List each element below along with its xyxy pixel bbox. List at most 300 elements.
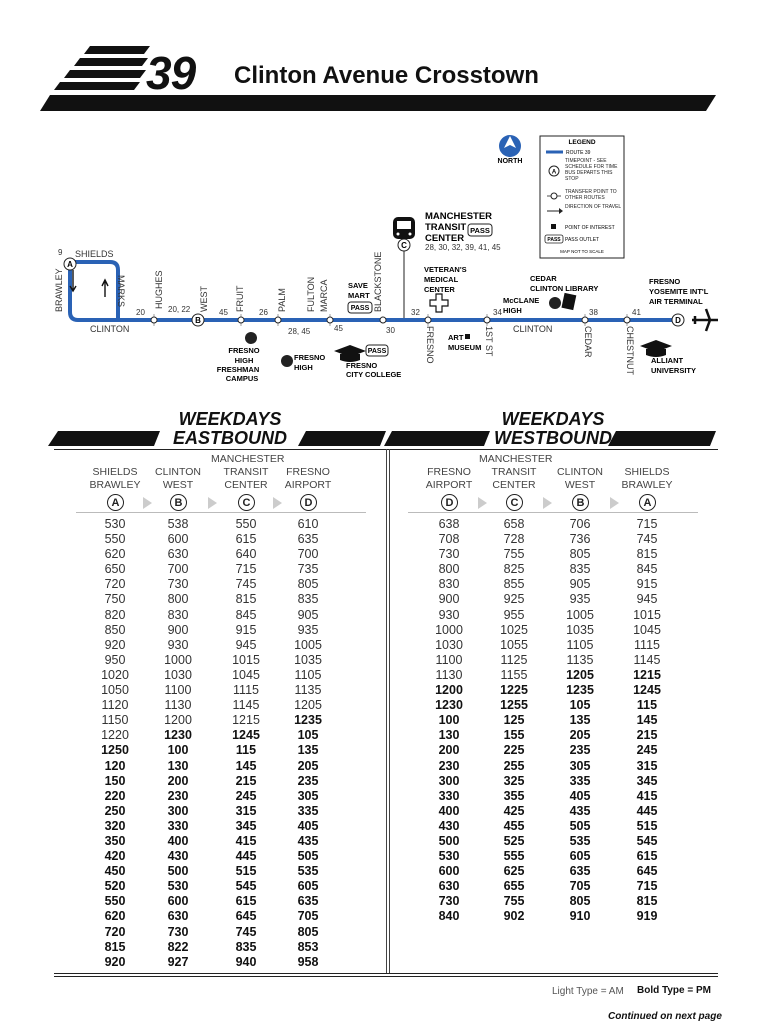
time-cell: 550 (104, 894, 126, 909)
time-cell: 300 (167, 803, 189, 818)
direction-arrow-icon (543, 497, 552, 509)
time-cell: 708 (438, 532, 460, 547)
time-cell: 955 (503, 607, 525, 622)
time-cell: 1100 (435, 652, 463, 667)
vmc-3: CENTER (424, 285, 455, 294)
timepoint-b-badge: B (170, 494, 187, 511)
time-cell: 658 (503, 517, 525, 531)
route-number: 39 (146, 47, 196, 99)
time-cell: 130 (167, 758, 189, 773)
street-fruit: FRUIT (235, 285, 245, 312)
time-cell: 905 (569, 577, 591, 592)
airplane-icon (692, 309, 718, 331)
time-cell: 355 (503, 788, 525, 803)
time-cell: 638 (438, 517, 460, 531)
time-cell: 105 (297, 728, 319, 743)
time-cell: 640 (235, 547, 257, 562)
time-cell: 1125 (500, 652, 528, 667)
bus-icon (393, 217, 415, 239)
art-2: MUSEUM (448, 343, 482, 352)
time-cell: 450 (104, 864, 126, 879)
legend-title: LEGEND (568, 139, 596, 146)
school-apple-icon (245, 332, 257, 344)
time-cell: 220 (104, 788, 126, 803)
timepoint-d-badge: D (441, 494, 458, 511)
street-chestnut: CHESTNUT (625, 326, 635, 375)
direction-arrow-icon (478, 497, 487, 509)
route-32: 32 (411, 308, 420, 317)
time-cell: 730 (167, 924, 189, 939)
route-26: 26 (259, 308, 268, 317)
time-cell: 200 (167, 773, 189, 788)
time-cell: 800 (167, 592, 189, 607)
time-cell: 1145 (232, 698, 260, 713)
time-cell: 400 (438, 803, 460, 818)
fcc-1: FRESNO (346, 361, 378, 370)
svg-text:A: A (67, 260, 73, 269)
time-cell: 1245 (633, 683, 661, 698)
airport-2: YOSEMITE INT'L (649, 287, 709, 296)
time-cell: 745 (636, 532, 658, 547)
eastbound-column-header: FRESNO AIRPORT (284, 466, 332, 491)
time-cell: 115 (235, 743, 257, 758)
street-fresno: FRESNO (425, 326, 435, 364)
time-cell: 405 (297, 818, 319, 833)
direction-arrow-icon (102, 280, 108, 297)
time-cell: 305 (297, 788, 319, 803)
cedar-lib-2: CLINTON LIBRARY (530, 284, 599, 293)
airport-1: FRESNO (649, 277, 681, 286)
direction-arrow-icon (143, 497, 152, 509)
time-cell: 125 (503, 713, 525, 728)
time-cell: 958 (297, 954, 319, 969)
time-cell: 805 (569, 894, 591, 909)
eastbound-time-column (85, 517, 145, 970)
time-cell: 655 (503, 879, 525, 894)
time-cell: 420 (104, 849, 126, 864)
street-west: WEST (199, 286, 209, 312)
eastbound-time-column (216, 517, 276, 970)
street-hughes: HUGHES (154, 270, 164, 309)
time-cell: 915 (235, 622, 257, 637)
direction-arrow-icon (208, 497, 217, 509)
time-cell: 1115 (233, 683, 259, 698)
time-cell: 435 (569, 803, 591, 818)
time-cell: 425 (503, 803, 525, 818)
route-30: 30 (386, 326, 395, 335)
time-cell: 720 (104, 924, 126, 939)
time-cell: 620 (104, 909, 126, 924)
time-cell: 1215 (633, 667, 661, 682)
time-cell: 135 (569, 713, 591, 728)
legend-timepoint-letter: A (551, 169, 557, 176)
time-cell: 100 (167, 743, 189, 758)
time-cell: 605 (569, 849, 591, 864)
time-cell: 840 (438, 909, 460, 924)
time-cell: 400 (167, 833, 189, 848)
time-cell: 255 (503, 758, 525, 773)
time-cell: 919 (636, 909, 658, 924)
time-cell: 345 (636, 773, 658, 788)
route-name: Clinton Avenue Crosstown (234, 62, 539, 89)
legend-light-type: Light Type = AM (552, 986, 624, 997)
time-cell: 935 (297, 622, 319, 637)
time-cell: 805 (569, 547, 591, 562)
time-cell: 815 (104, 939, 126, 954)
time-cell: 305 (569, 758, 591, 773)
mcclane-1: McCLANE (503, 296, 540, 305)
time-cell: 205 (569, 728, 591, 743)
street-cedar: CEDAR (583, 326, 593, 358)
time-cell: 130 (438, 728, 460, 743)
time-cell: 505 (297, 849, 319, 864)
time-cell: 515 (636, 818, 658, 833)
time-cell: 900 (167, 622, 189, 637)
street-fulton: FULTON (306, 276, 316, 312)
street-1st: 1ST ST (484, 326, 494, 357)
time-cell: 945 (235, 637, 257, 652)
time-cell: 845 (636, 562, 658, 577)
manchester-routes: 28, 30, 32, 39, 41, 45 (425, 243, 501, 252)
time-cell: 935 (569, 592, 591, 607)
table-bottom-rule (54, 976, 718, 977)
time-cell: 435 (297, 833, 319, 848)
time-cell: 1105 (294, 667, 322, 682)
manchester-2: TRANSIT (425, 222, 467, 233)
time-cell: 500 (167, 864, 189, 879)
time-cell: 615 (235, 894, 257, 909)
time-cell: 822 (167, 939, 189, 954)
route-20-22: 20, 22 (168, 305, 191, 314)
time-cell: 630 (438, 879, 460, 894)
time-cell: 920 (104, 637, 126, 652)
time-cell: 815 (636, 547, 658, 562)
time-cell: 855 (503, 577, 525, 592)
time-cell: 645 (636, 864, 658, 879)
time-cell: 600 (167, 894, 189, 909)
timepoint-c-badge: C (506, 494, 523, 511)
time-cell: 635 (297, 894, 319, 909)
time-cell: 800 (438, 562, 460, 577)
westbound-column-header: SHIELDS BRAWLEY (621, 466, 673, 491)
time-cell: 1020 (101, 667, 129, 682)
time-cell: 645 (235, 909, 257, 924)
time-cell: 555 (503, 849, 525, 864)
direction-arrow-icon (273, 497, 282, 509)
westbound-title: WEEKDAYS WESTBOUND (494, 409, 612, 448)
time-cell: 445 (235, 849, 257, 864)
time-cell: 728 (503, 532, 525, 547)
eastbound-column-header: MANCHESTER TRANSIT CENTER (211, 453, 285, 491)
time-cell: 1205 (566, 667, 594, 682)
time-cell: 630 (167, 909, 189, 924)
legend-note: MAP NOT TO SCALE (560, 249, 604, 254)
header-rule (76, 512, 366, 513)
time-cell: 505 (569, 818, 591, 833)
header (0, 0, 768, 120)
time-cell: 610 (297, 517, 319, 531)
time-cell: 545 (235, 879, 257, 894)
time-cell: 1005 (294, 637, 322, 652)
time-cell: 350 (104, 833, 126, 848)
time-cell: 635 (297, 532, 319, 547)
time-cell: 320 (104, 818, 126, 833)
eastbound-time-column (148, 517, 208, 970)
time-cell: 1030 (435, 637, 463, 652)
time-cell: 1150 (101, 713, 129, 728)
time-cell: 900 (438, 592, 460, 607)
svg-text:B: B (195, 316, 201, 325)
time-cell: 736 (569, 532, 591, 547)
time-cell: 1255 (500, 698, 528, 713)
route-45a: 45 (219, 308, 228, 317)
time-cell: 325 (503, 773, 525, 788)
street-palm: PALM (277, 288, 287, 312)
timepoint-b-badge: B (572, 494, 589, 511)
time-cell: 635 (569, 864, 591, 879)
school-apple-icon (549, 297, 561, 309)
legend-timepoint: TIMEPOINT - SEE SCHEDULE FOR TIME BUS DEPARTS THIS STOP (565, 158, 618, 182)
vmc-2: MEDICAL (424, 275, 459, 284)
save-mart-2: MART (348, 291, 370, 300)
route-41: 41 (632, 308, 641, 317)
timepoint-a-badge: A (107, 494, 124, 511)
route-34: 34 (493, 308, 502, 317)
time-cell: 705 (569, 879, 591, 894)
time-cell: 215 (235, 773, 257, 788)
route-45b: 45 (334, 324, 343, 333)
time-cell: 1025 (500, 622, 528, 637)
time-cell: 1155 (500, 667, 528, 682)
time-cell: 825 (503, 562, 525, 577)
time-cell: 735 (297, 562, 319, 577)
route-line-loop (70, 262, 118, 320)
time-cell: 145 (636, 713, 658, 728)
table-divider (386, 449, 387, 973)
time-cell: 715 (636, 879, 658, 894)
time-cell: 835 (235, 939, 257, 954)
time-cell: 700 (167, 562, 189, 577)
north-label: NORTH (497, 158, 523, 165)
time-cell: 525 (503, 833, 525, 848)
time-cell: 300 (438, 773, 460, 788)
time-cell: 715 (235, 562, 257, 577)
fcc-2: CITY COLLEGE (346, 370, 402, 379)
time-cell: 200 (438, 743, 460, 758)
continued-note: Continued on next page (608, 1011, 722, 1022)
time-cell: 330 (167, 818, 189, 833)
time-cell: 630 (167, 547, 189, 562)
time-cell: 430 (438, 818, 460, 833)
time-cell: 805 (297, 577, 319, 592)
eastbound-time-column (278, 517, 338, 970)
fhf-2: HIGH (234, 356, 254, 365)
time-cell: 600 (167, 532, 189, 547)
time-cell: 1235 (294, 713, 322, 728)
time-cell: 430 (167, 849, 189, 864)
time-cell: 1045 (232, 667, 260, 682)
westbound-column-header: FRESNO AIRPORT (425, 466, 473, 491)
time-cell: 1050 (101, 683, 129, 698)
time-cell: 730 (438, 547, 460, 562)
fhf-4: CAMPUS (225, 374, 259, 383)
time-cell: 745 (235, 577, 257, 592)
time-cell: 605 (297, 879, 319, 894)
westbound-time-column (550, 517, 610, 925)
time-cell: 535 (297, 864, 319, 879)
time-cell: 405 (569, 788, 591, 803)
street-marca: MARCA (319, 279, 329, 312)
time-cell: 815 (636, 894, 658, 909)
street-blackstone: BLACKSTONE (373, 251, 383, 312)
time-cell: 1000 (435, 622, 463, 637)
school-apple-icon (281, 355, 293, 367)
westbound-column-header: MANCHESTER TRANSIT CENTER (479, 453, 553, 491)
time-cell: 1115 (634, 637, 660, 652)
eastbound-column-header: SHIELDS BRAWLEY (89, 466, 141, 491)
hospital-icon (430, 294, 448, 312)
time-cell: 250 (104, 803, 126, 818)
timepoint-c (398, 239, 410, 251)
time-cell: 1005 (566, 607, 594, 622)
time-cell: 1145 (633, 652, 661, 667)
route-map (0, 120, 768, 400)
time-cell: 1135 (294, 683, 322, 698)
time-cell: 455 (503, 818, 525, 833)
time-cell: 515 (235, 864, 257, 879)
time-cell: 905 (297, 607, 319, 622)
time-cell: 100 (438, 713, 460, 728)
street-clinton-1: CLINTON (90, 324, 130, 334)
time-cell: 706 (569, 517, 591, 531)
mcclane-2: HIGH (503, 306, 522, 315)
save-mart-1: SAVE (348, 281, 368, 290)
fh-2: HIGH (294, 363, 313, 372)
time-cell: 820 (104, 607, 126, 622)
time-cell: 538 (167, 517, 189, 531)
legend (540, 136, 624, 258)
time-cell: 520 (104, 879, 126, 894)
time-cell: 930 (167, 637, 189, 652)
table-bottom-rule (54, 973, 718, 974)
time-cell: 1230 (435, 698, 463, 713)
timepoint-d (672, 314, 684, 326)
time-cell: 550 (104, 532, 126, 547)
time-cell: 315 (636, 758, 658, 773)
time-cell: 1055 (500, 637, 528, 652)
time-cell: 755 (503, 547, 525, 562)
timepoint-d-badge: D (300, 494, 317, 511)
time-cell: 615 (636, 849, 658, 864)
route-28-45: 28, 45 (288, 327, 311, 336)
time-cell: 335 (569, 773, 591, 788)
time-cell: 535 (569, 833, 591, 848)
time-cell: 600 (438, 864, 460, 879)
time-cell: 830 (438, 577, 460, 592)
time-cell: 135 (297, 743, 319, 758)
street-brawley: BRAWLEY (54, 268, 64, 312)
time-cell: 1035 (294, 652, 322, 667)
time-cell: 1235 (566, 683, 594, 698)
time-cell: 620 (104, 547, 126, 562)
time-cell: 1200 (164, 713, 192, 728)
time-cell: 910 (569, 909, 591, 924)
time-cell: 530 (104, 517, 126, 531)
time-cell: 830 (167, 607, 189, 622)
route-9: 9 (58, 248, 63, 257)
time-cell: 1200 (435, 683, 463, 698)
time-cell: 225 (503, 743, 525, 758)
time-cell: 1015 (633, 607, 661, 622)
direction-arrow-icon (610, 497, 619, 509)
timepoint-b (192, 314, 204, 326)
time-cell: 1000 (164, 652, 192, 667)
time-cell: 530 (167, 879, 189, 894)
time-cell: 845 (235, 607, 257, 622)
time-cell: 1230 (164, 728, 192, 743)
library-book-icon (561, 293, 576, 310)
time-cell: 1250 (101, 743, 129, 758)
vmc-1: VETERAN'S (424, 265, 467, 274)
time-cell: 155 (503, 728, 525, 743)
time-cell: 445 (636, 803, 658, 818)
time-cell: 205 (297, 758, 319, 773)
time-cell: 915 (636, 577, 658, 592)
time-cell: 730 (438, 894, 460, 909)
legend-direction: DIRECTION OF TRAVEL (565, 204, 622, 210)
time-cell: 1135 (566, 652, 594, 667)
legend-pass: PASS OUTLET (565, 237, 600, 243)
north-arrow-icon (499, 135, 521, 157)
timepoint-c-badge: C (238, 494, 255, 511)
route-20: 20 (136, 308, 145, 317)
fhf-1: FRESNO (228, 346, 260, 355)
time-cell: 230 (167, 788, 189, 803)
time-cell: 245 (235, 788, 257, 803)
time-cell: 730 (167, 577, 189, 592)
time-cell: 927 (167, 954, 189, 969)
fhf-3: FRESHMAN (216, 365, 260, 374)
time-cell: 715 (636, 517, 658, 531)
westbound-time-column (419, 517, 479, 925)
time-cell: 415 (636, 788, 658, 803)
time-cell: 920 (104, 954, 126, 969)
time-cell: 105 (569, 698, 591, 713)
time-cell: 245 (636, 743, 658, 758)
svg-text:D: D (675, 316, 681, 325)
alliant-2: UNIVERSITY (651, 366, 697, 375)
time-cell: 1225 (500, 683, 528, 698)
fcc-pass: PASS (367, 348, 387, 355)
timepoint-a (64, 258, 76, 270)
timepoint-a-badge: A (639, 494, 656, 511)
street-marks: MARKS (116, 275, 126, 308)
time-cell: 1245 (232, 728, 260, 743)
time-cell: 500 (438, 833, 460, 848)
time-cell: 720 (104, 577, 126, 592)
time-cell: 650 (104, 562, 126, 577)
time-cell: 235 (297, 773, 319, 788)
time-cell: 750 (104, 592, 126, 607)
time-cell: 745 (235, 924, 257, 939)
header-rule (408, 512, 698, 513)
time-cell: 1035 (566, 622, 594, 637)
time-cell: 1100 (164, 683, 192, 698)
legend-transfer: TRANSFER POINT TO OTHER ROUTES (565, 189, 617, 201)
cedar-lib-1: CEDAR (530, 274, 557, 283)
time-cell: 115 (636, 698, 658, 713)
time-cell: 625 (503, 864, 525, 879)
